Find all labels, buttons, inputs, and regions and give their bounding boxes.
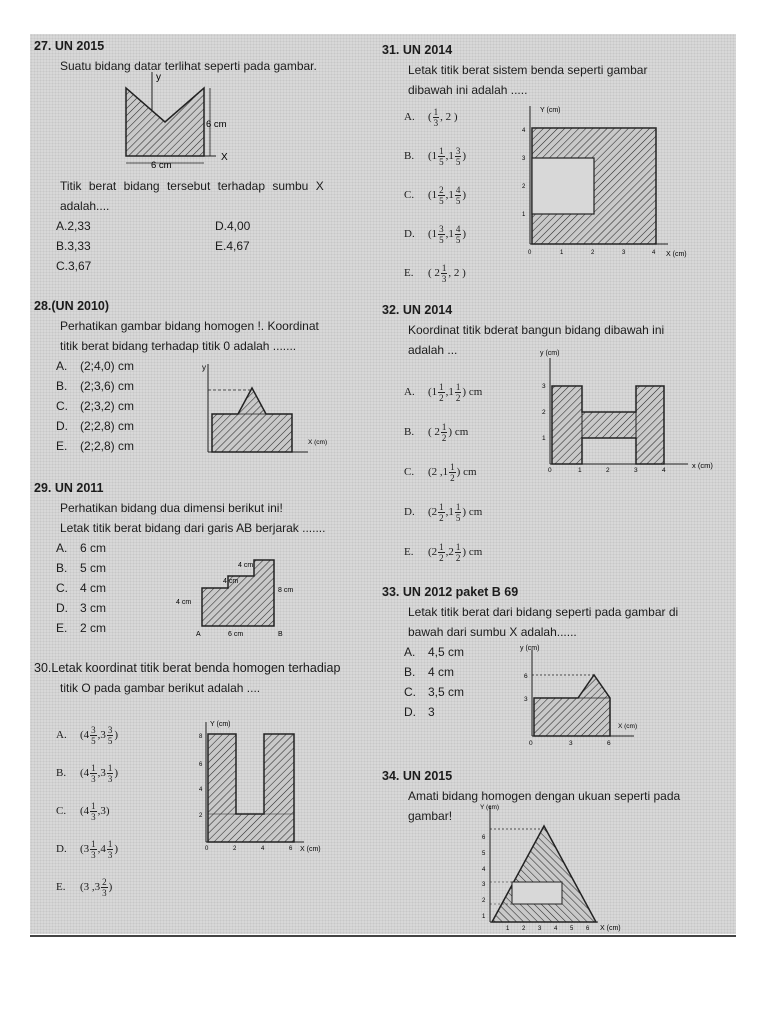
question-31	[382, 40, 727, 100]
option-c[interactable]: C. 4 cm	[56, 581, 107, 595]
x-axis-label: X (cm)	[308, 439, 328, 446]
option-d[interactable]: D. (2 $\frac{1}{2}$ ,1 $\frac{1}{5}$ ) cm	[404, 501, 483, 523]
y-tick: 1	[482, 914, 486, 920]
y-tick: 6	[482, 835, 486, 841]
x-tick: 2	[233, 846, 237, 852]
x-tick: 4	[261, 846, 265, 852]
x-axis-label: X	[221, 152, 228, 163]
question-34-stem-line2: gambar!	[408, 809, 453, 823]
option-a[interactable]: A. (4 $\frac{3}{5}$ ,3 $\frac{3}{5}$ )	[56, 724, 119, 746]
bottom-divider	[30, 935, 736, 937]
y-tick: 4	[482, 867, 486, 873]
x-axis-label: X (cm)	[618, 723, 638, 730]
y-tick: 4	[199, 787, 203, 793]
question-34-stem-line1: Amati bidang homogen dengan ukuan seperti pada	[408, 789, 681, 803]
x-tick: 1	[506, 926, 510, 932]
x-tick: 2	[606, 467, 610, 474]
question-32-options	[382, 372, 542, 572]
x-axis-label: x (cm)	[692, 461, 713, 470]
option-a-value[interactable]: 2,33	[67, 219, 91, 233]
option-b[interactable]: B. (1 $\frac{1}{5}$ ,1 $\frac{3}{5}$ )	[404, 145, 467, 167]
option-d[interactable]: D. 3 cm	[56, 601, 107, 615]
x-tick: 3	[569, 740, 573, 747]
x-tick: 0	[529, 740, 533, 747]
height-dimension-label: 6 cm	[206, 119, 227, 130]
y-tick: 3	[524, 696, 528, 703]
option-e-value[interactable]: 4,67	[226, 239, 250, 253]
option-b-label: B.	[56, 239, 68, 253]
question-31-title: 31. UN 2014	[382, 43, 453, 57]
question-32-stem-line1: Koordinat titik bderat bangun bidang dibawah ini	[408, 323, 665, 337]
option-b[interactable]: B. 4 cm	[404, 665, 455, 679]
y-tick: 3	[482, 882, 486, 888]
base-dimension-label: 6 cm	[228, 631, 244, 638]
option-c[interactable]: C. (1 $\frac{2}{5}$ ,1 $\frac{4}{5}$ )	[404, 184, 467, 206]
question-27-stem: Suatu bidang datar terlihat seperti pada gambar.	[60, 59, 317, 73]
point-b-label: B	[278, 631, 283, 638]
option-b[interactable]: B. (4 $\frac{1}{3}$ ,3 $\frac{1}{3}$ )	[56, 762, 119, 784]
y-tick: 1	[542, 435, 546, 442]
x-tick: 6	[289, 846, 293, 852]
option-b[interactable]: B. ( 2 $\frac{1}{2}$ ) cm	[404, 421, 469, 443]
right-dimension-label: 8 cm	[278, 587, 294, 594]
x-tick: 0	[528, 250, 532, 256]
question-30-stem: titik O pada gambar berikut adalah ....	[60, 681, 261, 695]
question-29-title: 29. UN 2011	[34, 481, 104, 495]
x-tick: 4	[554, 926, 558, 932]
square-hole	[532, 158, 594, 214]
question-28-stem-line1: Perhatikan gambar bidang homogen !. Koordinat	[60, 319, 319, 333]
x-axis-label: X (cm)	[300, 846, 321, 853]
y-tick: 5	[482, 851, 486, 857]
y-axis-label: y (cm)	[540, 350, 560, 357]
y-axis-label: y (cm)	[520, 645, 540, 652]
y-tick: 2	[522, 184, 526, 190]
y-tick: 2	[199, 813, 203, 819]
option-a[interactable]: A. ( $\frac{1}{3}$ , 2 )	[404, 106, 458, 128]
question-34-figure	[474, 802, 654, 934]
y-axis-label: y	[202, 363, 206, 372]
width-dimension-label: 6 cm	[151, 160, 172, 171]
v-notch-shape	[126, 88, 204, 156]
y-axis-label: Y (cm)	[480, 804, 500, 811]
x-tick: 2	[591, 250, 595, 256]
question-31-options	[382, 98, 522, 293]
option-d[interactable]: D. (1 $\frac{3}{5}$ ,1 $\frac{4}{5}$ )	[404, 223, 467, 245]
triangle-shape	[492, 826, 596, 922]
x-tick: 4	[662, 467, 666, 474]
y-tick: 3	[542, 383, 546, 390]
option-e[interactable]: E. 2 cm	[56, 621, 107, 635]
step-shape	[202, 560, 274, 626]
question-30-title: 30.Letak koordinat titik berat benda homogen terhadiap	[34, 661, 341, 675]
option-b[interactable]: B. 5 cm	[56, 561, 107, 575]
top-dimension-label: 4 cm	[238, 562, 254, 569]
x-axis-label: X (cm)	[600, 925, 621, 932]
x-tick: 5	[570, 926, 574, 932]
option-c[interactable]: C. (4 $\frac{1}{3}$ ,3)	[56, 800, 110, 822]
x-tick: 4	[652, 250, 656, 256]
house-shape	[534, 675, 610, 736]
y-tick: 2	[542, 409, 546, 416]
option-c[interactable]: C. 3,5 cm	[404, 685, 465, 699]
question-27-text-line2: adalah....	[60, 199, 110, 213]
question-27-figure	[108, 70, 248, 170]
option-a[interactable]: A. 6 cm	[56, 541, 107, 555]
question-33-figure	[514, 640, 654, 750]
question-31-stem-line2: dibawah ini adalah .....	[408, 83, 528, 97]
x-tick: 0	[548, 467, 552, 474]
option-a[interactable]: A. (2;4,0) cm	[56, 359, 135, 373]
question-32-stem-line2: adalah ...	[408, 343, 458, 357]
question-27-title: 27. UN 2015	[34, 39, 105, 53]
rectangle-hole	[512, 882, 562, 904]
question-32-title: 32. UN 2014	[382, 303, 453, 317]
x-tick: 1	[560, 250, 564, 256]
question-33-title: 33. UN 2012 paket B 69	[382, 585, 519, 599]
h-shape	[552, 386, 664, 464]
question-30-options	[34, 716, 194, 906]
option-e[interactable]: E. (2;2,8) cm	[56, 439, 135, 453]
question-27-text-line1: Titik berat bidang tersebut terhadap sumbu X	[60, 179, 324, 193]
option-d[interactable]: D. (3 $\frac{1}{3}$ ,4 $\frac{1}{3}$ )	[56, 838, 119, 860]
option-a[interactable]: A. (1 $\frac{1}{2}$ ,1 $\frac{1}{2}$ ) cm	[404, 381, 483, 403]
question-31-stem-line1: Letak titik berat sistem benda seperti gambar	[408, 63, 648, 77]
y-tick: 6	[524, 673, 528, 680]
question-34-title: 34. UN 2015	[382, 769, 453, 783]
point-a-label: A	[196, 631, 201, 638]
question-32-figure	[538, 346, 728, 476]
question-28-stem-line2: titik berat bidang terhadap titik 0 adalah .......	[60, 339, 297, 353]
option-e[interactable]: E. ( 2 $\frac{1}{3}$ , 2 )	[404, 262, 466, 284]
y-tick: 4	[522, 128, 526, 134]
option-c[interactable]: C. (2 ,1 $\frac{1}{2}$ ) cm	[404, 461, 477, 483]
house-shape	[212, 388, 292, 452]
question-33-stem-line1: Letak titik berat dari bidang seperti pada gambar di	[408, 605, 679, 619]
question-29-figure	[172, 552, 302, 642]
question-30-figure	[196, 718, 331, 858]
option-c[interactable]: C. (2;3,2) cm	[56, 399, 135, 413]
left-dimension-label: 4 cm	[176, 599, 192, 606]
option-e-label: E.	[215, 239, 227, 253]
x-axis-label: X (cm)	[666, 251, 687, 258]
question-31-figure	[518, 104, 698, 264]
x-tick: 1	[578, 467, 582, 474]
option-d-label: D.	[215, 219, 227, 233]
option-b-value[interactable]: 3,33	[67, 239, 91, 253]
y-tick: 2	[482, 898, 486, 904]
option-b[interactable]: B. (2;3,6) cm	[56, 379, 135, 393]
u-shape	[208, 734, 294, 842]
option-d[interactable]: D. 3	[404, 705, 435, 719]
option-e[interactable]: E. (3 ,3 $\frac{2}{3}$ )	[56, 876, 113, 898]
x-tick: 3	[622, 250, 626, 256]
option-d-value[interactable]: 4,00	[227, 219, 251, 233]
x-tick: 6	[607, 740, 611, 747]
y-tick: 3	[522, 156, 526, 162]
mid-dimension-label: 4 cm	[223, 578, 239, 585]
option-e[interactable]: E. (2 $\frac{1}{2}$ ,2 $\frac{1}{2}$ ) cm	[404, 541, 483, 563]
x-tick: 6	[586, 926, 590, 932]
question-27-body	[34, 176, 374, 276]
option-a[interactable]: A. 4,5 cm	[404, 645, 465, 659]
question-28-figure	[198, 362, 338, 462]
option-d[interactable]: D. (2;2,8) cm	[56, 419, 135, 433]
question-30	[34, 658, 374, 698]
y-tick: 8	[199, 734, 203, 740]
x-tick: 0	[205, 846, 209, 852]
question-33-stem-line2: bawah dari sumbu X adalah......	[408, 625, 577, 639]
x-tick: 3	[634, 467, 638, 474]
y-axis-label: Y (cm)	[540, 107, 561, 114]
x-tick: 3	[538, 926, 542, 932]
x-tick: 2	[522, 926, 526, 932]
question-29-stem-line2: Letak titik berat bidang dari garis AB berjarak .......	[60, 521, 326, 535]
y-tick: 1	[522, 212, 526, 218]
option-c-label: C.	[56, 259, 68, 273]
option-c-value[interactable]: 3,67	[68, 259, 92, 273]
question-28-title: 28.(UN 2010)	[34, 299, 110, 313]
y-tick: 6	[199, 762, 203, 768]
y-axis-label: Y (cm)	[210, 721, 231, 728]
option-a-label: A.	[56, 219, 68, 233]
question-29-stem-line1: Perhatikan bidang dua dimensi berikut ini!	[60, 501, 283, 515]
y-axis-label: y	[156, 72, 161, 83]
